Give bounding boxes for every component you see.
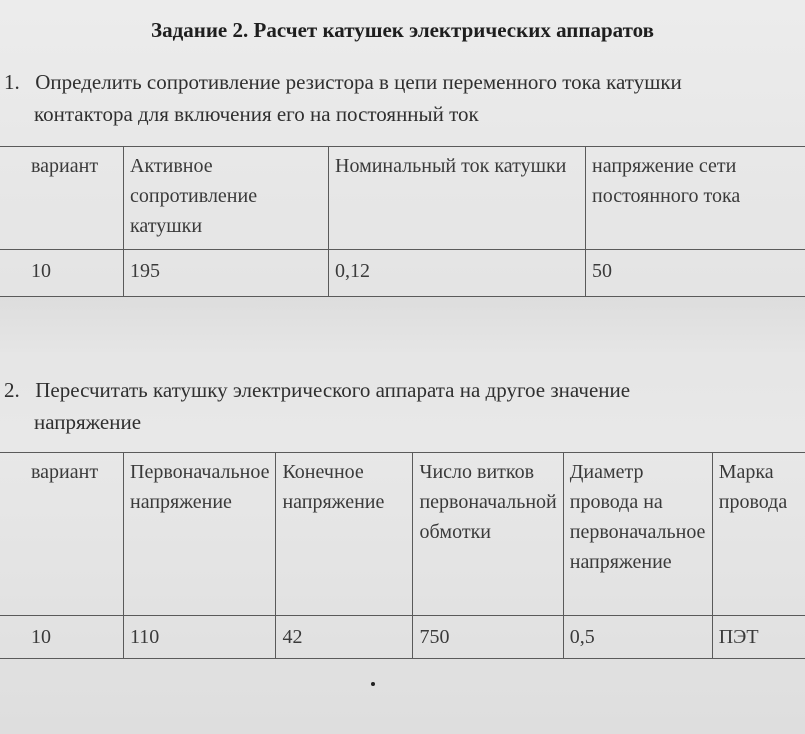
page-title: Задание 2. Расчет катушек электрических аппаратов xyxy=(151,18,654,42)
task1-table xyxy=(0,146,805,297)
header-cell: Первоначальное напряжение xyxy=(124,453,276,616)
task1-line1: Определить сопротивление резистора в цепи переменного тока катушки xyxy=(35,70,682,94)
table-row xyxy=(0,616,805,659)
header-cell: Конечное напряжение xyxy=(276,453,413,616)
header-cell: вариант xyxy=(0,147,124,250)
table-cell: 0,12 xyxy=(329,250,586,297)
task2-number: 2. xyxy=(4,378,20,402)
table-cell: 750 xyxy=(413,616,563,659)
table-cell: 42 xyxy=(276,616,413,659)
header-cell: вариант xyxy=(0,453,124,616)
header-cell: напряжение сети постоянного тока xyxy=(586,147,805,250)
task1-number: 1. xyxy=(4,70,20,94)
ink-dot xyxy=(371,682,375,686)
table-row xyxy=(0,250,805,297)
table-header-row xyxy=(0,147,805,250)
table-cell: ПЭТ xyxy=(712,616,805,659)
table-cell: 10 xyxy=(0,250,124,297)
table-cell: 110 xyxy=(124,616,276,659)
header-cell: Число витков первоначальной обмотки xyxy=(413,453,563,616)
header-cell: Диаметр провода на первоначальное напряжение xyxy=(563,453,712,616)
header-cell: Номинальный ток катушки xyxy=(329,147,586,250)
table-header-row xyxy=(0,453,805,616)
header-cell: Марка провода xyxy=(712,453,805,616)
task2-table xyxy=(0,452,805,659)
table-cell: 195 xyxy=(124,250,329,297)
paper-shadow xyxy=(0,296,805,356)
task2-text xyxy=(4,374,630,438)
task2-line1: Пересчитать катушку электрического аппарата на другое значение xyxy=(35,378,631,402)
table-cell: 10 xyxy=(0,616,124,659)
table-cell: 0,5 xyxy=(563,616,712,659)
table-cell: 50 xyxy=(586,250,805,297)
task1-text xyxy=(4,66,682,130)
task2-line2: напряжение xyxy=(34,410,142,434)
header-cell: Активное сопротивление катушки xyxy=(124,147,329,250)
task1-line2: контактора для включения его на постоянный ток xyxy=(34,102,479,126)
